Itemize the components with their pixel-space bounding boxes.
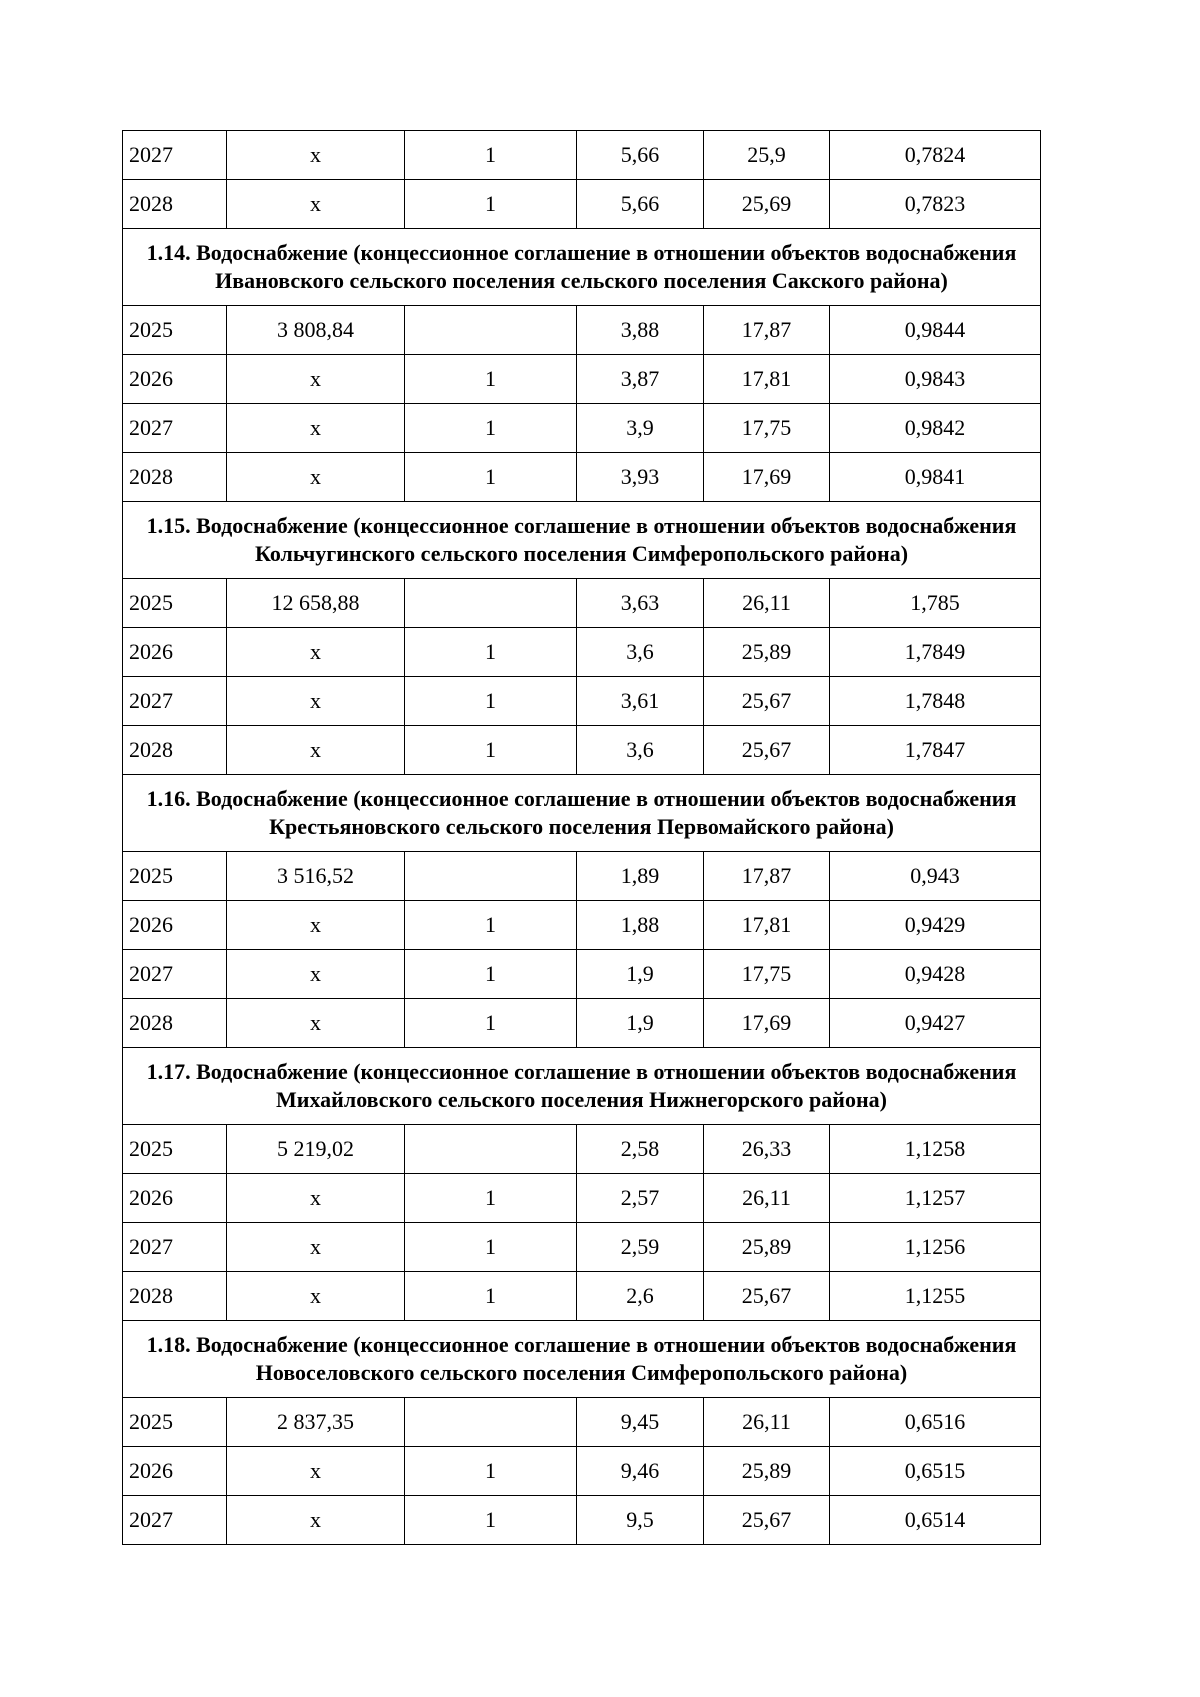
section-heading-row: [123, 502, 1041, 579]
year-cell: 2028: [123, 180, 227, 229]
value-cell: 0,6514: [830, 1496, 1041, 1545]
value-cell: 1: [405, 355, 577, 404]
value-cell: 0,6515: [830, 1447, 1041, 1496]
value-cell: 25,89: [704, 1223, 830, 1272]
table-row: [123, 1398, 1041, 1447]
value-cell: 3,6: [577, 628, 704, 677]
table-row: [123, 726, 1041, 775]
value-cell: 0,9842: [830, 404, 1041, 453]
value-cell: x: [227, 1223, 405, 1272]
table-row: [123, 306, 1041, 355]
value-cell: x: [227, 999, 405, 1048]
value-cell: x: [227, 1496, 405, 1545]
year-cell: 2027: [123, 950, 227, 999]
value-cell: 17,75: [704, 950, 830, 999]
table-row: [123, 355, 1041, 404]
value-cell: x: [227, 131, 405, 180]
table-row: [123, 1174, 1041, 1223]
value-cell: 2,57: [577, 1174, 704, 1223]
value-cell: 1: [405, 1174, 577, 1223]
year-cell: 2028: [123, 726, 227, 775]
value-cell: 9,5: [577, 1496, 704, 1545]
value-cell: 0,9429: [830, 901, 1041, 950]
value-cell: 25,9: [704, 131, 830, 180]
value-cell: 1: [405, 950, 577, 999]
value-cell: x: [227, 1272, 405, 1321]
value-cell: 0,9843: [830, 355, 1041, 404]
value-cell: [405, 1125, 577, 1174]
value-cell: 5,66: [577, 180, 704, 229]
value-cell: 1,1256: [830, 1223, 1041, 1272]
value-cell: [405, 852, 577, 901]
value-cell: 1: [405, 404, 577, 453]
value-cell: 0,9428: [830, 950, 1041, 999]
value-cell: 9,45: [577, 1398, 704, 1447]
value-cell: 17,81: [704, 901, 830, 950]
value-cell: 17,87: [704, 852, 830, 901]
value-cell: x: [227, 180, 405, 229]
value-cell: 0,9427: [830, 999, 1041, 1048]
value-cell: 3,9: [577, 404, 704, 453]
table-row: [123, 852, 1041, 901]
value-cell: 1: [405, 999, 577, 1048]
table-row: [123, 131, 1041, 180]
value-cell: 1: [405, 1496, 577, 1545]
value-cell: 1: [405, 677, 577, 726]
value-cell: 2,6: [577, 1272, 704, 1321]
value-cell: 3,87: [577, 355, 704, 404]
year-cell: 2027: [123, 1496, 227, 1545]
value-cell: 3 516,52: [227, 852, 405, 901]
value-cell: 25,67: [704, 726, 830, 775]
value-cell: 1,7849: [830, 628, 1041, 677]
year-cell: 2026: [123, 628, 227, 677]
value-cell: 0,943: [830, 852, 1041, 901]
table-row: [123, 950, 1041, 999]
value-cell: 25,89: [704, 1447, 830, 1496]
table-row: [123, 999, 1041, 1048]
value-cell: x: [227, 950, 405, 999]
section-heading-row: [123, 229, 1041, 306]
value-cell: 17,75: [704, 404, 830, 453]
value-cell: 1,1257: [830, 1174, 1041, 1223]
value-cell: 3,63: [577, 579, 704, 628]
value-cell: 1: [405, 131, 577, 180]
value-cell: 1: [405, 1223, 577, 1272]
value-cell: 0,6516: [830, 1398, 1041, 1447]
value-cell: 1,1258: [830, 1125, 1041, 1174]
table-row: [123, 404, 1041, 453]
year-cell: 2025: [123, 306, 227, 355]
section-heading: 1.15. Водоснабжение (концессионное соглашение в отношении объектов водоснабжения Кольчугинского сельского поселения Симферопольского района): [123, 502, 1041, 579]
value-cell: 0,9841: [830, 453, 1041, 502]
value-cell: 3,88: [577, 306, 704, 355]
value-cell: x: [227, 628, 405, 677]
year-cell: 2026: [123, 1447, 227, 1496]
value-cell: 1: [405, 1447, 577, 1496]
table-row: [123, 628, 1041, 677]
year-cell: 2026: [123, 355, 227, 404]
table-row: [123, 1223, 1041, 1272]
value-cell: 26,11: [704, 579, 830, 628]
value-cell: 25,89: [704, 628, 830, 677]
value-cell: x: [227, 453, 405, 502]
section-heading-row: [123, 775, 1041, 852]
value-cell: 17,69: [704, 999, 830, 1048]
value-cell: x: [227, 901, 405, 950]
value-cell: 25,67: [704, 677, 830, 726]
value-cell: 1,89: [577, 852, 704, 901]
value-cell: 26,33: [704, 1125, 830, 1174]
value-cell: 1,7847: [830, 726, 1041, 775]
value-cell: 3 808,84: [227, 306, 405, 355]
value-cell: x: [227, 1447, 405, 1496]
value-cell: 5 219,02: [227, 1125, 405, 1174]
year-cell: 2026: [123, 901, 227, 950]
year-cell: 2027: [123, 131, 227, 180]
year-cell: 2025: [123, 579, 227, 628]
year-cell: 2028: [123, 999, 227, 1048]
year-cell: 2027: [123, 404, 227, 453]
year-cell: 2028: [123, 453, 227, 502]
tariff-table-body: [123, 131, 1041, 1545]
table-row: [123, 453, 1041, 502]
value-cell: 0,7823: [830, 180, 1041, 229]
value-cell: 2,58: [577, 1125, 704, 1174]
table-row: [123, 579, 1041, 628]
section-heading-row: [123, 1321, 1041, 1398]
value-cell: 1: [405, 453, 577, 502]
value-cell: 17,69: [704, 453, 830, 502]
value-cell: 1,1255: [830, 1272, 1041, 1321]
year-cell: 2026: [123, 1174, 227, 1223]
table-row: [123, 1496, 1041, 1545]
value-cell: 0,9844: [830, 306, 1041, 355]
table-row: [123, 180, 1041, 229]
value-cell: 2 837,35: [227, 1398, 405, 1447]
value-cell: 17,87: [704, 306, 830, 355]
value-cell: 1,7848: [830, 677, 1041, 726]
value-cell: x: [227, 677, 405, 726]
value-cell: 5,66: [577, 131, 704, 180]
section-heading: 1.14. Водоснабжение (концессионное соглашение в отношении объектов водоснабжения Ивановского сельского поселения сельского поселения Сакского района): [123, 229, 1041, 306]
value-cell: [405, 1398, 577, 1447]
value-cell: 9,46: [577, 1447, 704, 1496]
table-row: [123, 677, 1041, 726]
value-cell: 26,11: [704, 1174, 830, 1223]
value-cell: 25,69: [704, 180, 830, 229]
section-heading: 1.17. Водоснабжение (концессионное соглашение в отношении объектов водоснабжения Михайловского сельского поселения Нижнегорского района): [123, 1048, 1041, 1125]
year-cell: 2027: [123, 677, 227, 726]
tariff-table: [122, 130, 1041, 1545]
section-heading: 1.16. Водоснабжение (концессионное соглашение в отношении объектов водоснабжения Крестьяновского сельского поселения Первомайского района): [123, 775, 1041, 852]
value-cell: x: [227, 726, 405, 775]
year-cell: 2025: [123, 852, 227, 901]
table-row: [123, 1447, 1041, 1496]
value-cell: 25,67: [704, 1272, 830, 1321]
year-cell: 2025: [123, 1398, 227, 1447]
value-cell: 1: [405, 726, 577, 775]
value-cell: 0,7824: [830, 131, 1041, 180]
value-cell: 1: [405, 1272, 577, 1321]
value-cell: 25,67: [704, 1496, 830, 1545]
year-cell: 2028: [123, 1272, 227, 1321]
value-cell: 1: [405, 901, 577, 950]
value-cell: 1,88: [577, 901, 704, 950]
value-cell: 1: [405, 628, 577, 677]
value-cell: 1,9: [577, 999, 704, 1048]
value-cell: 2,59: [577, 1223, 704, 1272]
value-cell: 1: [405, 180, 577, 229]
value-cell: 3,93: [577, 453, 704, 502]
value-cell: x: [227, 404, 405, 453]
value-cell: 3,61: [577, 677, 704, 726]
value-cell: x: [227, 355, 405, 404]
value-cell: 3,6: [577, 726, 704, 775]
value-cell: 1,9: [577, 950, 704, 999]
table-row: [123, 1272, 1041, 1321]
table-row: [123, 1125, 1041, 1174]
year-cell: 2027: [123, 1223, 227, 1272]
section-heading: 1.18. Водоснабжение (концессионное соглашение в отношении объектов водоснабжения Новоселовского сельского поселения Симферопольского района): [123, 1321, 1041, 1398]
value-cell: [405, 579, 577, 628]
section-heading-row: [123, 1048, 1041, 1125]
value-cell: 1,785: [830, 579, 1041, 628]
value-cell: 12 658,88: [227, 579, 405, 628]
value-cell: [405, 306, 577, 355]
value-cell: 26,11: [704, 1398, 830, 1447]
value-cell: 17,81: [704, 355, 830, 404]
value-cell: x: [227, 1174, 405, 1223]
year-cell: 2025: [123, 1125, 227, 1174]
table-row: [123, 901, 1041, 950]
